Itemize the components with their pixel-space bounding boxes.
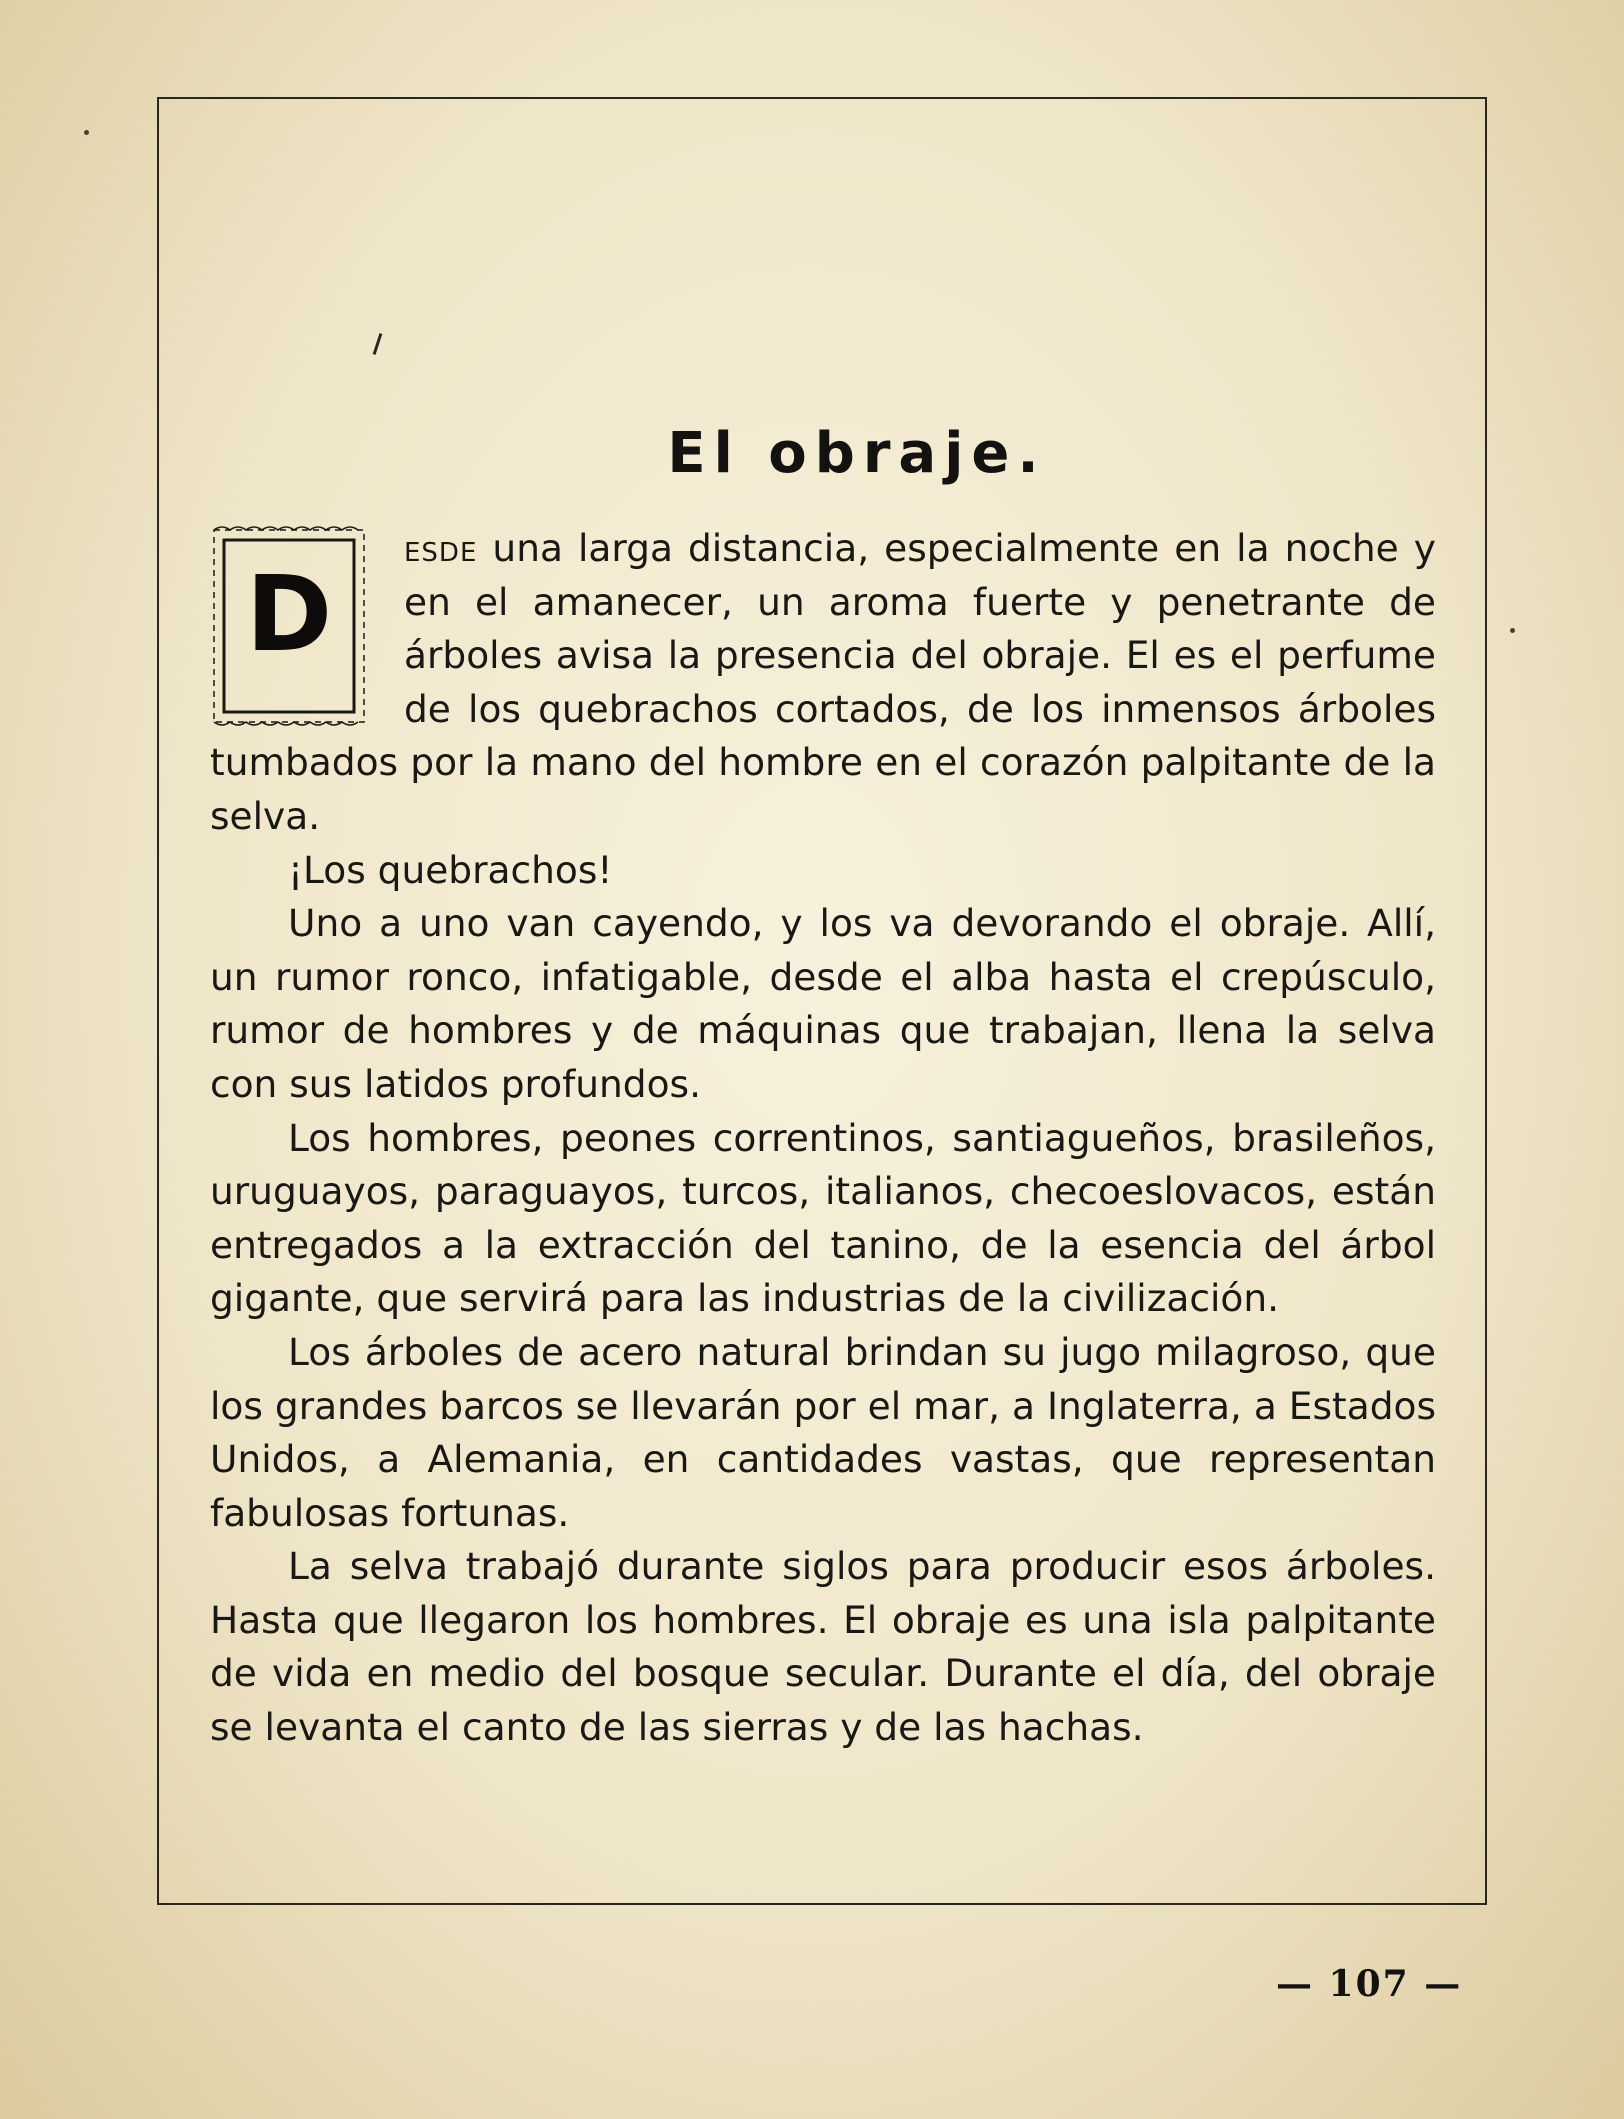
paragraph-4: Los hombres, peones correntinos, santiagueños, brasileños, uruguayos, paraguayos, turcos, italianos, checoeslovacos, están entregados a la extracción del tanino, de la esencia del árbol gigante, que servirá para las industrias de la civilización. (210, 1115, 1436, 1321)
paragraph-3: Uno a uno van cayendo, y los va devorando el obraje. Allí, un rumor ronco, infatigable, desde el alba hasta el crepúsculo, rumor de hombres y de máquinas que trabajan, llena la selva con sus latidos profundos. (210, 901, 1436, 1106)
drop-cap-box (210, 526, 368, 726)
paragraph-1 (210, 522, 1436, 844)
page-number: — 107 — (1276, 1963, 1463, 2005)
paragraph-2: ¡Los quebrachos! (288, 847, 613, 892)
paragraph-5: Los árboles de acero natural brindan su jugo milagroso, que los grandes barcos se llevarán por el mar, a Inglaterra, a Estados Unidos, a Alemania, en cantidades vastas, que representan fabulosas fortunas. (210, 1329, 1436, 1535)
paragraph-1-text: una larga distancia, especialmente en la noche y en el amanecer, un aroma fuerte y penetrante de árboles avisa la presencia del obraje. El es el perfume de los quebrachos cortados, de los inmensos árboles tumbados por la mano del hombre en el corazón palpitante de la selva. (210, 526, 1436, 838)
drop-cap-letter: D (245, 553, 333, 675)
paper-speck (1510, 628, 1515, 633)
body-text (210, 522, 1436, 1755)
paragraph-6: La selva trabajó durante siglos para producir esos árboles. Hasta que llegaron los hombres. El obraje es una isla palpitante de vida en medio del bosque secular. Durante el día, del obraje se levanta el canto de las sierras y de las hachas. (210, 1544, 1436, 1750)
paragraph-1-opening: esde (404, 526, 478, 570)
paper-speck (84, 130, 89, 135)
chapter-title: El obraje. (667, 420, 1047, 486)
